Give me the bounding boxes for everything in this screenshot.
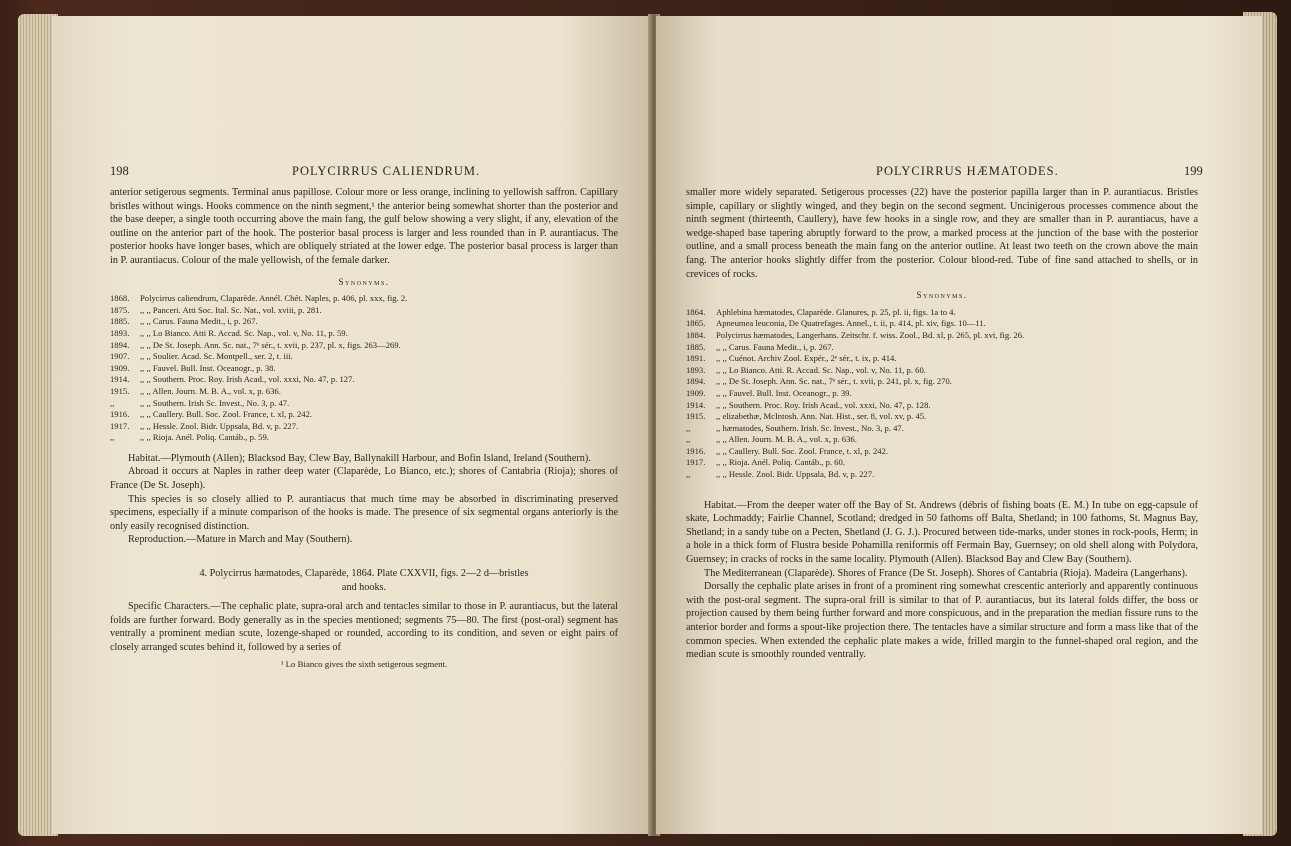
synonym-row: 1917. ,, ,, Hessle. Zool. Bidr. Uppsala, Bd. v, p. 227. — [110, 420, 299, 431]
synonym-row: 1865. Apneumea leuconia, De Quatrefages. Annel., t. ii, p. 414, pl. xiv, figs. 10—11. — [686, 318, 986, 329]
synonym-row: 1916. ,, ,, Caullery. Bull. Soc. Zool. France, t. xl, p. 242. — [110, 409, 313, 420]
synonym-row: 1907. ,, ,, Soulier. Acad. Sc. Montpell., ser. 2, t. iii. — [110, 351, 293, 362]
synonym-row: 1914. ,, ,, Southern. Proc. Roy. Irish Acad., vol. xxxi, No. 47, p. 128. — [686, 399, 931, 410]
synonym-row: 1885. ,, ,, Carus. Fauna Medit., i, p. 267. — [110, 316, 258, 327]
right-page-number: 199 — [1184, 164, 1203, 178]
synonym-row: 1884. Polycirrus hæmatodes, Langerhans. Zeitschr. f. wiss. Zool., Bd. xl, p. 265, pl. xvi, fig. 26. — [686, 329, 1025, 340]
right-dorsally-paragraph: Dorsally the cephalic plate arises in front of a prominent ring somewhat crescentic anteriorly and apparently continuous with the post-oral segment. The supra-oral frill is similar to that of P. aurantiacus, but its lateral folds differ, the boss or projection caused by them being further forward and more conspicuous, and in the preparation the median fissure runs to the anterior border and forms a spout-like projection there. The tentacles have a similar structure and form a mass like that of the common species. When extended the cephalic plate makes a wide, frilled margin to the funnel-shaped oral region, and the median scute is smoothly rounded ventrally. — [686, 581, 1198, 661]
left-habitat-paragraph: Habitat.—Plymouth (Allen); Blacksod Bay, Clew Bay, Ballynakill Harbour, and Bofin Island, Ireland (Southern). — [128, 452, 591, 464]
synonym-row: 1868. Polycirrus caliendrum, Claparède. Annél. Chét. Naples, p. 406, pl. xxx, fig. 2. — [110, 293, 408, 304]
synonym-row: 1885. ,, ,, Carus. Fauna Medit., i, p. 267. — [686, 341, 834, 352]
left-footnote: ¹ Lo Bianco gives the sixth setigerous segment. — [280, 658, 448, 669]
left-abroad-paragraph: Abroad it occurs at Naples in rather deep water (Claparède, Lo Bianco, etc.); shores of Cantabria (Rioja); shores of France (De St. Joseph). — [110, 466, 618, 492]
left-species-note-paragraph: This species is so closely allied to P. aurantiacus that much time may be absorbed in discriminating preserved specimens, especially if a minute comparison of the hooks is made. The presence of six segmental organs anteriorly is the only easily recognised distinction. — [110, 493, 618, 532]
synonym-row: 1894. ,, ,, De St. Joseph. Ann. Sc. nat., 7ᵉ sér., t. xvii, p. 237, pl. x, figs. 263—269. — [110, 339, 401, 350]
synonym-row: 1893. ,, ,, Lo Bianco. Atti R. Accad. Sc. Nap., vol. v, No. 11, p. 59. — [110, 327, 348, 338]
synonym-row: ,, ,, ,, Southern. Irish Sc. Invest., No. 3, p. 47. — [110, 397, 290, 408]
synonym-row: 1891. ,, ,, Cuénot. Archiv Zool. Expér., 2ᵉ sér., t. ix, p. 414. — [686, 353, 897, 364]
right-intro-paragraph: smaller more widely separated. Setigerous processes (22) have the posterior papilla larger than in P. aurantiacus. Bristles simple, capillary or slightly winged, and they begin on the second segment. Uncinigerous processes commence about the ninth segment (thirteenth, Caullery), have few hooks in a single row, and they are smaller than in P. aurantiacus, have a wedge-shaped base tapering abruptly forward to the prow, a marked process at the junction of the base with the posterior outline, and a small process beneath the main fang on the anterior outline. At least two teeth on the crown above the main fang. The anterior hooks slightly differ from the posterior. Colour blood-red. Tube of fine sand attached to shells, or in crevices of rocks. — [686, 187, 1198, 280]
right-habitat-paragraph: Habitat.—From the deeper water off the Bay of St. Andrews (débris of fishing boats (E. M.) In tube on egg-capsule of skate, Lochmaddy; Fairlie Channel, Scotland; dredged in 50 fathoms off Balta, Shetland; in 100 fathoms, St. Magnus Bay, Shetland; in a sandy tube on a Pecten, Shetland (J. G. J.). Procured between tide-marks, under stones in rock-pools, Herm; in a hole in a thick form of Flustra beside Pohamilla reniformis off Fermain Bay, Guernsey; on old shell along with Polydora, Guernsey; in cracks of rocks in the same locality. Plymouth (Allen). Blacksod Bay and Clew Bay (Southern). — [686, 499, 1198, 566]
synonym-row: 1894. ,, ,, De St. Joseph. Ann. Sc. nat., 7ᵉ sér., t. xvii, p. 241, pl. x, fig. 270. — [686, 376, 952, 387]
synonym-row: 1917. ,, ,, Rioja. Anél. Poliq. Cantáb., p. 60. — [686, 457, 845, 468]
left-synonyms-list — [110, 293, 618, 444]
left-running-header: POLYCIRRUS CALIENDRUM. — [292, 164, 481, 178]
synonym-row: 1875. ,, ,, Panceri. Atti Soc. Ital. Sc. Nat., vol. xviii, p. 281. — [110, 304, 322, 315]
left-page-number: 198 — [110, 164, 129, 178]
right-mediterranean-paragraph: The Mediterranean (Claparède). Shores of France (De St. Joseph). Shores of Cantabria (Rioja). Madeira (Langerhans). — [704, 567, 1188, 579]
section-heading-line2: and hooks. — [341, 581, 387, 593]
synonym-row: ,, ,, ,, Rioja. Anél. Poliq. Cantáb., p. 59. — [110, 432, 269, 443]
left-page-body — [110, 186, 618, 671]
right-page-body — [686, 186, 1198, 662]
right-page — [656, 16, 1262, 834]
synonym-row: ,, ,, ,, Hessle. Zool. Bidr. Uppsala, Bd. v, p. 227. — [686, 469, 875, 480]
left-synonyms-title: Synonyms. — [338, 276, 390, 287]
synonym-row: 1909. ,, ,, Fauvel. Bull. Inst. Oceanogr., p. 39. — [686, 387, 852, 398]
right-synonyms-list — [686, 307, 1198, 481]
synonym-row: 1909. ,, ,, Fauvel. Bull. Inst. Oceanogr., p. 38. — [110, 362, 276, 373]
synonym-row: ,, ,, ,, Allen. Journ. M. B. A., vol. x, p. 636. — [686, 434, 857, 445]
synonym-row: 1915. ,, ,, Allen. Journ. M. B. A., vol. x, p. 636. — [110, 385, 281, 396]
synonym-row: 1915. ,, elizabethæ, McIntosh. Ann. Nat. Hist., ser. 8, vol. xv, p. 45. — [686, 411, 927, 422]
specific-characters-paragraph: Specific Characters.—The cephalic plate, supra-oral arch and tentacles similar to those in P. aurantiacus, but the lateral folds are further forward. Body generally as in the species mentioned; segments 75—80. The first (post-oral) segment has ventrally a prominent median scute, lozenge-shaped or rounded, according to its condition, and seven or eight pairs of closely arranged scutes behind it, followed by a series of — [110, 601, 618, 653]
synonym-row: 1916. ,, ,, Caullery. Bull. Soc. Zool. France, t. xl, p. 242. — [686, 445, 889, 456]
section-heading-line1: 4. Polycirrus hæmatodes, Claparède, 1864. Plate CXXVII, figs. 2—2 d—bristles — [199, 568, 529, 580]
left-intro-paragraph: anterior setigerous segments. Terminal anus papillose. Colour more or less orange, inclining to yellowish saffron. Capillary bristles without wings. Hooks commence on the ninth segment,¹ the anterior being somewhat shorter than the posterior and the base deeper, a single tooth occurring above the main fang, the gulf below showing a very slight, if any, elevation of the outline on the anterior part of the hook. The posterior basal process is larger and less rounded than in P. aurantiacus. The posterior hooks have longer bases, which are obliquely striated at the lower edge. The posterior basal process is larger than in P. aurantiacus. Colour of the male yellowish, of the female darker. — [110, 187, 618, 266]
synonym-row: 1893. ,, ,, Lo Bianco. Atti. R. Accad. Sc. Nap., vol. v, No. 11, p. 60. — [686, 364, 926, 375]
synonym-row: 1864. Aphlebina hæmatodes, Claparède. Glanures, p. 25, pl. ii, figs. 1a to 4. — [686, 306, 956, 317]
right-synonyms-title: Synonyms. — [916, 290, 968, 301]
left-page — [52, 16, 652, 834]
left-reproduction-paragraph: Reproduction.—Mature in March and May (Southern). — [128, 534, 353, 546]
synonym-row: ,, ,, hæmatodes, Southern. Irish. Sc. Invest., No. 3, p. 47. — [686, 422, 904, 433]
right-running-header: POLYCIRRUS HÆMATODES. — [876, 164, 1059, 178]
synonym-row: 1914. ,, ,, Southern. Proc. Roy. Irish Acad., vol. xxxi, No. 47, p. 127. — [110, 374, 355, 385]
